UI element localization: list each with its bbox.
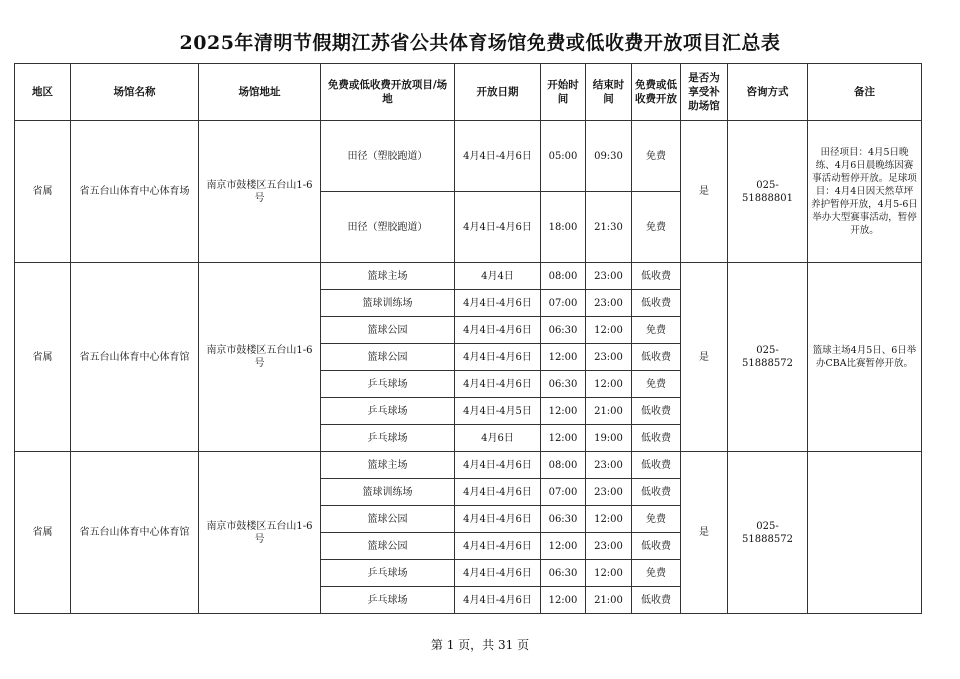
end-time-cell: 23:00 bbox=[586, 533, 632, 560]
project-cell: 篮球公园 bbox=[321, 317, 455, 344]
start-time-cell: 06:30 bbox=[541, 560, 586, 587]
start-time-cell: 06:30 bbox=[541, 317, 586, 344]
fee-type-cell: 低收费 bbox=[632, 587, 681, 614]
open-date-cell: 4月4日-4月6日 bbox=[455, 317, 541, 344]
subsidized-cell: 是 bbox=[681, 263, 728, 452]
end-time-cell: 12:00 bbox=[586, 371, 632, 398]
open-date-cell: 4月4日-4月6日 bbox=[455, 479, 541, 506]
open-date-cell: 4月4日 bbox=[455, 263, 541, 290]
header-venue-name: 场馆名称 bbox=[71, 64, 199, 121]
fee-type-cell: 低收费 bbox=[632, 425, 681, 452]
contact-cell: 025-51888572 bbox=[728, 452, 808, 614]
end-time-cell: 23:00 bbox=[586, 344, 632, 371]
project-cell: 篮球公园 bbox=[321, 533, 455, 560]
header-contact: 咨询方式 bbox=[728, 64, 808, 121]
table-body bbox=[15, 121, 922, 614]
open-date-cell: 4月6日 bbox=[455, 425, 541, 452]
end-time-cell: 23:00 bbox=[586, 452, 632, 479]
project-cell: 篮球公园 bbox=[321, 506, 455, 533]
contact-cell: 025-51888801 bbox=[728, 121, 808, 263]
open-date-cell: 4月4日-4月6日 bbox=[455, 344, 541, 371]
open-date-cell: 4月4日-4月6日 bbox=[455, 371, 541, 398]
open-date-cell: 4月4日-4月6日 bbox=[455, 587, 541, 614]
end-time-cell: 12:00 bbox=[586, 317, 632, 344]
fee-type-cell: 低收费 bbox=[632, 263, 681, 290]
end-time-cell: 21:00 bbox=[586, 587, 632, 614]
end-time-cell: 21:00 bbox=[586, 398, 632, 425]
end-time-cell: 23:00 bbox=[586, 479, 632, 506]
project-cell: 篮球主场 bbox=[321, 263, 455, 290]
start-time-cell: 06:30 bbox=[541, 371, 586, 398]
start-time-cell: 12:00 bbox=[541, 425, 586, 452]
start-time-cell: 12:00 bbox=[541, 344, 586, 371]
subsidized-cell: 是 bbox=[681, 452, 728, 614]
fee-type-cell: 低收费 bbox=[632, 398, 681, 425]
document-title: 2025年清明节假期江苏省公共体育场馆免费或低收费开放项目汇总表 bbox=[179, 32, 781, 54]
header-project: 免费或低收费开放项目/场地 bbox=[321, 64, 455, 121]
fee-type-cell: 低收费 bbox=[632, 290, 681, 317]
project-cell: 篮球公园 bbox=[321, 344, 455, 371]
fee-type-cell: 低收费 bbox=[632, 479, 681, 506]
start-time-cell: 05:00 bbox=[541, 121, 586, 192]
end-time-cell: 23:00 bbox=[586, 290, 632, 317]
open-date-cell: 4月4日-4月6日 bbox=[455, 533, 541, 560]
header-open-date: 开放日期 bbox=[455, 64, 541, 121]
header-fee-type: 免费或低收费开放 bbox=[632, 64, 681, 121]
end-time-cell: 19:00 bbox=[586, 425, 632, 452]
open-date-cell: 4月4日-4月6日 bbox=[455, 290, 541, 317]
header-subsidized: 是否为享受补助场馆 bbox=[681, 64, 728, 121]
project-cell: 田径（塑胶跑道） bbox=[321, 121, 455, 192]
project-cell: 篮球训练场 bbox=[321, 479, 455, 506]
project-cell: 乒乓球场 bbox=[321, 425, 455, 452]
end-time-cell: 12:00 bbox=[586, 560, 632, 587]
region-cell: 省属 bbox=[15, 121, 71, 263]
open-date-cell: 4月4日-4月6日 bbox=[455, 506, 541, 533]
start-time-cell: 08:00 bbox=[541, 452, 586, 479]
venue-name-cell: 省五台山体育中心体育馆 bbox=[71, 452, 199, 614]
fee-type-cell: 低收费 bbox=[632, 344, 681, 371]
start-time-cell: 07:00 bbox=[541, 479, 586, 506]
fee-type-cell: 免费 bbox=[632, 560, 681, 587]
table-row bbox=[15, 263, 922, 290]
end-time-cell: 23:00 bbox=[586, 263, 632, 290]
fee-type-cell: 免费 bbox=[632, 506, 681, 533]
fee-type-cell: 免费 bbox=[632, 317, 681, 344]
fee-type-cell: 免费 bbox=[632, 371, 681, 398]
end-time-cell: 12:00 bbox=[586, 506, 632, 533]
notes-cell: 篮球主场4月5日、6日举办CBA比赛暂停开放。 bbox=[808, 263, 922, 452]
fee-type-cell: 免费 bbox=[632, 192, 681, 263]
venue-address-cell: 南京市鼓楼区五台山1-6号 bbox=[199, 263, 321, 452]
open-date-cell: 4月4日-4月6日 bbox=[455, 452, 541, 479]
project-cell: 乒乓球场 bbox=[321, 398, 455, 425]
header-row bbox=[15, 64, 922, 121]
start-time-cell: 18:00 bbox=[541, 192, 586, 263]
region-cell: 省属 bbox=[15, 452, 71, 614]
venue-name-cell: 省五台山体育中心体育场 bbox=[71, 121, 199, 263]
start-time-cell: 07:00 bbox=[541, 290, 586, 317]
table-row bbox=[15, 452, 922, 479]
notes-cell: 田径项目：4月5日晚练、4月6日晨晚练因赛事活动暂停开放。足球项目：4月4日因天然草坪养护暂停开放，4月5-6日举办大型赛事活动，暂停开放。 bbox=[808, 121, 922, 263]
notes-cell bbox=[808, 452, 922, 614]
header-venue-address: 场馆地址 bbox=[199, 64, 321, 121]
open-date-cell: 4月4日-4月6日 bbox=[455, 560, 541, 587]
start-time-cell: 08:00 bbox=[541, 263, 586, 290]
header-end-time: 结束时间 bbox=[586, 64, 632, 121]
header-notes: 备注 bbox=[808, 64, 922, 121]
venue-table bbox=[14, 63, 922, 614]
start-time-cell: 06:30 bbox=[541, 506, 586, 533]
open-date-cell: 4月4日-4月5日 bbox=[455, 398, 541, 425]
venue-name-cell: 省五台山体育中心体育馆 bbox=[71, 263, 199, 452]
header-start-time: 开始时间 bbox=[541, 64, 586, 121]
project-cell: 乒乓球场 bbox=[321, 371, 455, 398]
project-cell: 乒乓球场 bbox=[321, 587, 455, 614]
project-cell: 篮球训练场 bbox=[321, 290, 455, 317]
header-region: 地区 bbox=[15, 64, 71, 121]
end-time-cell: 21:30 bbox=[586, 192, 632, 263]
region-cell: 省属 bbox=[15, 263, 71, 452]
open-date-cell: 4月4日-4月6日 bbox=[455, 192, 541, 263]
open-date-cell: 4月4日-4月6日 bbox=[455, 121, 541, 192]
contact-cell: 025-51888572 bbox=[728, 263, 808, 452]
project-cell: 乒乓球场 bbox=[321, 560, 455, 587]
fee-type-cell: 低收费 bbox=[632, 533, 681, 560]
start-time-cell: 12:00 bbox=[541, 587, 586, 614]
project-cell: 篮球主场 bbox=[321, 452, 455, 479]
end-time-cell: 09:30 bbox=[586, 121, 632, 192]
fee-type-cell: 低收费 bbox=[632, 452, 681, 479]
start-time-cell: 12:00 bbox=[541, 533, 586, 560]
fee-type-cell: 免费 bbox=[632, 121, 681, 192]
venue-address-cell: 南京市鼓楼区五台山1-6号 bbox=[199, 452, 321, 614]
start-time-cell: 12:00 bbox=[541, 398, 586, 425]
table-row bbox=[15, 121, 922, 192]
subsidized-cell: 是 bbox=[681, 121, 728, 263]
page-footer: 第 1 页，共 31 页 bbox=[430, 638, 530, 652]
venue-address-cell: 南京市鼓楼区五台山1-6号 bbox=[199, 121, 321, 263]
project-cell: 田径（塑胶跑道） bbox=[321, 192, 455, 263]
